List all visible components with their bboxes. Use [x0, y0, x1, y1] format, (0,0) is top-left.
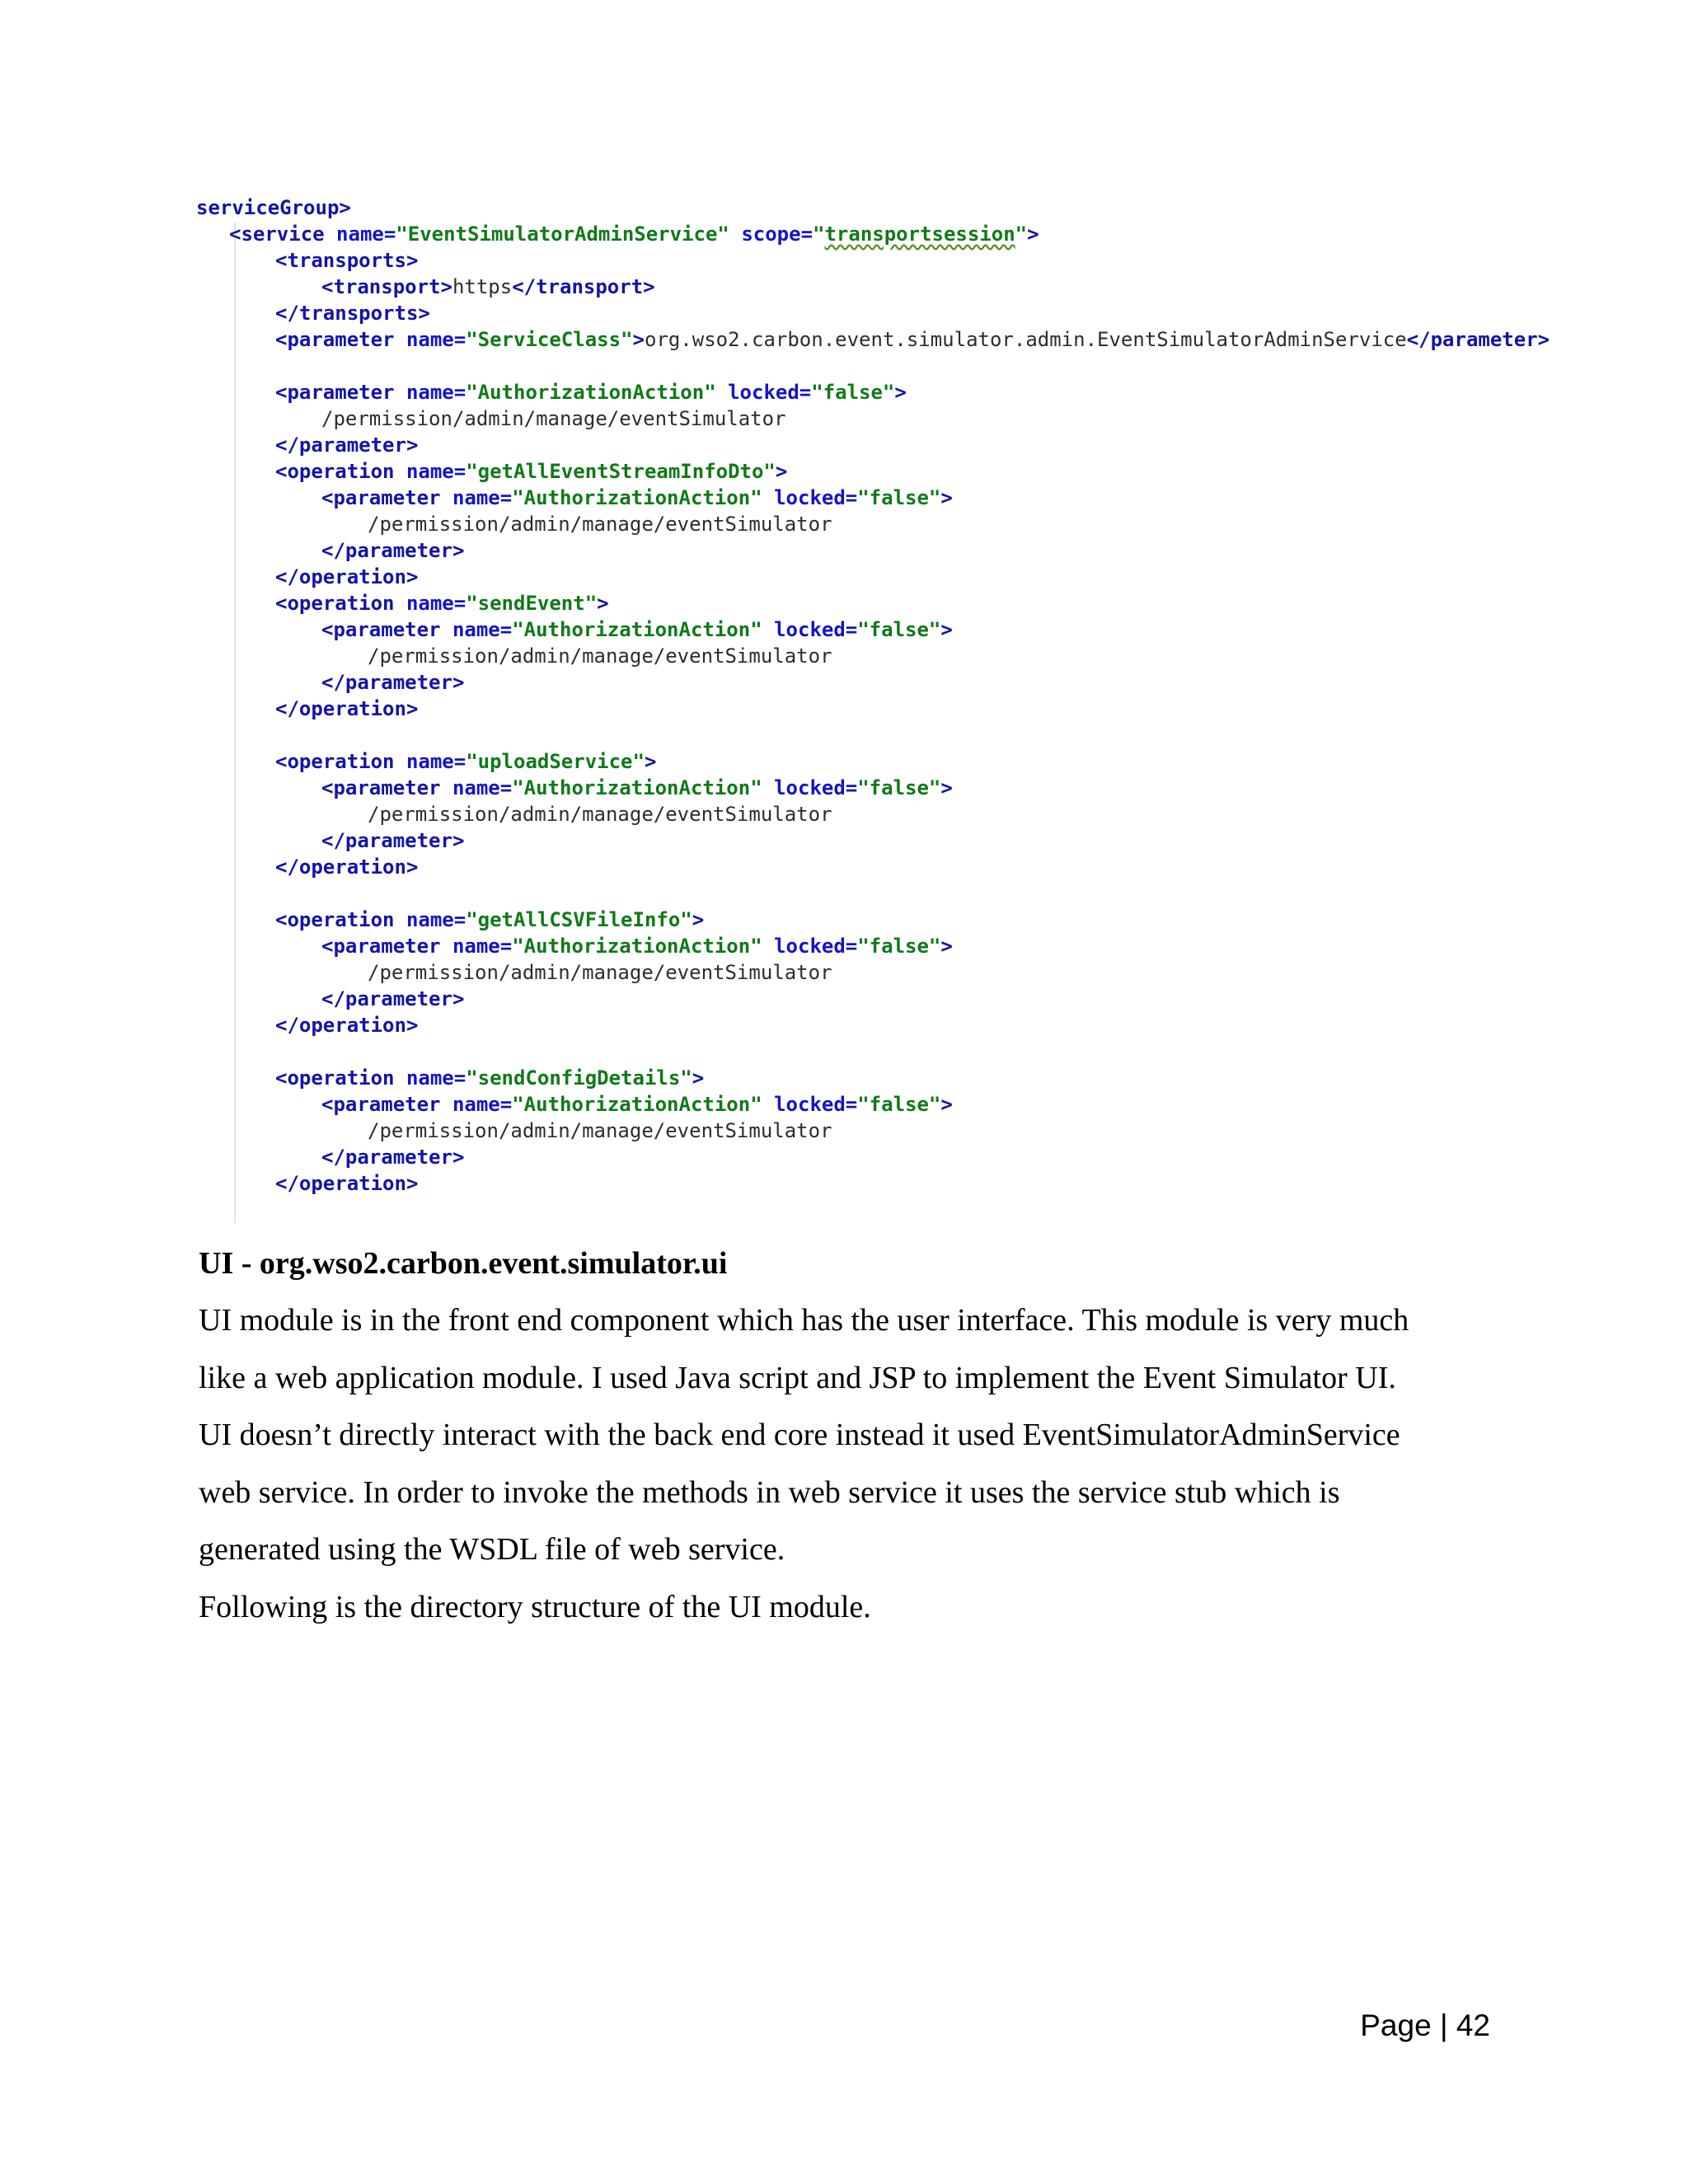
- code-line: [196, 564, 1500, 590]
- code-token: >: [940, 486, 953, 509]
- code-token: serviceGroup>: [196, 196, 351, 219]
- code-line: [196, 458, 1500, 485]
- code-line: [196, 907, 1500, 933]
- code-token: name=: [406, 328, 467, 351]
- code-token: locked=: [762, 486, 858, 509]
- code-token: /permission/admin/manage/eventSimulator: [368, 644, 832, 668]
- paragraph-line: UI doesn’t directly interact with the back end core instead it used EventSimulatorAdminService: [199, 1418, 1400, 1452]
- code-token: name=: [406, 592, 467, 615]
- code-token: name=: [452, 618, 513, 641]
- code-token: name=: [452, 776, 513, 799]
- code-token: <operation: [275, 908, 406, 931]
- code-token: "getAllEventStreamInfoDto": [466, 460, 776, 483]
- code-token: locked=: [715, 381, 812, 404]
- code-token: "AuthorizationAction": [466, 381, 716, 404]
- code-token: https: [452, 275, 513, 298]
- code-token: </operation>: [275, 1014, 419, 1037]
- code-token: locked=: [762, 1093, 858, 1116]
- code-token: >: [597, 592, 609, 615]
- code-line: [196, 300, 1500, 326]
- code-line: [196, 1065, 1500, 1091]
- code-token: locked=: [762, 935, 858, 958]
- paragraph-line: like a web application module. I used Java script and JSP to implement the Event Simulator UI.: [199, 1360, 1396, 1395]
- code-line: [196, 221, 1500, 247]
- code-token: >: [692, 908, 705, 931]
- code-token: <parameter: [321, 618, 452, 641]
- code-token: </parameter>: [321, 829, 465, 852]
- code-line: [196, 643, 1500, 669]
- code-token: name=: [452, 935, 513, 958]
- code-token: transportsession: [824, 223, 1015, 246]
- code-line: [196, 748, 1500, 775]
- code-line: [196, 696, 1500, 722]
- code-line: [196, 880, 1500, 907]
- code-token: ": [1015, 223, 1028, 246]
- code-token: "false": [857, 486, 941, 509]
- code-token: /permission/admin/manage/eventSimulator: [321, 407, 786, 430]
- code-token: <parameter: [321, 935, 452, 958]
- code-token: </parameter>: [321, 539, 465, 562]
- code-line: [196, 537, 1500, 564]
- code-token: >: [692, 1066, 705, 1090]
- code-line: [196, 1012, 1500, 1038]
- code-token: "AuthorizationAction": [512, 776, 762, 799]
- code-token: <parameter: [321, 1093, 452, 1116]
- code-token: "AuthorizationAction": [512, 618, 762, 641]
- paragraph-line: web service. In order to invoke the methods in web service it uses the service stub which is: [199, 1474, 1340, 1510]
- code-token: >: [894, 381, 907, 404]
- code-token: </operation>: [275, 855, 419, 879]
- code-token: </parameter>: [275, 434, 419, 457]
- code-token: "sendEvent": [466, 592, 598, 615]
- section-heading: UI - org.wso2.carbon.event.simulator.ui: [199, 1246, 728, 1281]
- code-token: >: [940, 1093, 953, 1116]
- code-token: </transports>: [275, 302, 430, 325]
- page-number: Page | 42: [1360, 2008, 1490, 2042]
- code-token: </parameter>: [321, 1146, 465, 1169]
- code-token: </parameter>: [1406, 328, 1550, 351]
- code-token: org.wso2.carbon.event.simulator.admin.EventSimulatorAdminService: [644, 328, 1407, 351]
- code-token: <transports>: [275, 249, 419, 272]
- code-line: [196, 353, 1500, 379]
- code-line: [196, 274, 1500, 300]
- code-line: [196, 986, 1500, 1012]
- code-line: [196, 616, 1500, 643]
- code-token: "uploadService": [466, 750, 645, 773]
- code-token: <parameter: [321, 486, 452, 509]
- code-token: name=: [406, 908, 467, 931]
- code-line: [196, 326, 1550, 353]
- code-line: [196, 1038, 1500, 1065]
- code-token: "sendConfigDetails": [466, 1066, 692, 1090]
- code-token: "getAllCSVFileInfo": [466, 908, 692, 931]
- code-token: "false": [857, 618, 941, 641]
- code-token: /permission/admin/manage/eventSimulator: [368, 803, 832, 826]
- code-token: name=: [452, 1093, 513, 1116]
- code-token: /permission/admin/manage/eventSimulator: [368, 961, 832, 984]
- code-token: "AuthorizationAction": [512, 1093, 762, 1116]
- code-token: scope=: [729, 223, 814, 246]
- body-paragraph: [199, 1292, 1506, 1636]
- code-token: "AuthorizationAction": [512, 486, 762, 509]
- code-lines: [196, 194, 1550, 1197]
- code-token: "EventSimulatorAdminService": [396, 223, 729, 246]
- code-token: <service: [229, 223, 337, 246]
- paragraph-line: UI module is in the front end component which has the user interface. This module is very much: [199, 1303, 1409, 1338]
- code-line: [196, 827, 1500, 854]
- code-token: /permission/admin/manage/eventSimulator: [368, 513, 832, 536]
- code-token: </parameter>: [321, 671, 465, 694]
- code-token: </parameter>: [321, 987, 465, 1010]
- code-token: "ServiceClass": [466, 328, 633, 351]
- code-screenshot: [196, 194, 1550, 1226]
- code-line: [196, 485, 1500, 511]
- code-line: [196, 432, 1500, 458]
- paragraph-line: Following is the directory structure of the UI module.: [199, 1589, 871, 1624]
- code-token: <operation: [275, 460, 406, 483]
- code-token: "AuthorizationAction": [512, 935, 762, 958]
- code-token: </transport>: [512, 275, 655, 298]
- code-token: "false": [857, 935, 941, 958]
- code-token: name=: [406, 1066, 467, 1090]
- code-token: >: [940, 935, 953, 958]
- code-token: <operation: [275, 750, 406, 773]
- code-token: locked=: [762, 618, 858, 641]
- code-token: locked=: [762, 776, 858, 799]
- code-token: <transport>: [321, 275, 452, 298]
- code-token: >: [940, 618, 953, 641]
- code-token: name=: [406, 750, 467, 773]
- code-line: [196, 1118, 1500, 1144]
- code-token: "false": [857, 776, 941, 799]
- code-token: >: [1027, 223, 1039, 246]
- code-line: [196, 1170, 1500, 1197]
- code-token: ": [813, 223, 825, 246]
- code-token: </operation>: [275, 1172, 419, 1195]
- code-line: [196, 511, 1500, 537]
- code-line: [196, 1144, 1500, 1170]
- code-token: <parameter: [321, 776, 452, 799]
- code-token: name=: [406, 381, 467, 404]
- code-token: "false": [811, 381, 895, 404]
- code-token: <parameter: [275, 381, 406, 404]
- code-token: "false": [857, 1093, 941, 1116]
- code-line: [196, 590, 1500, 616]
- code-line: [196, 194, 1500, 221]
- code-token: name=: [406, 460, 467, 483]
- code-line: [196, 722, 1500, 748]
- code-line: [196, 247, 1500, 274]
- code-line: [196, 775, 1500, 801]
- code-line: [196, 405, 1500, 432]
- code-token: >: [632, 328, 645, 351]
- code-token: /permission/admin/manage/eventSimulator: [368, 1119, 832, 1142]
- code-token: >: [775, 460, 788, 483]
- code-line: [196, 933, 1500, 959]
- code-line: [196, 1091, 1500, 1118]
- code-token: <operation: [275, 1066, 406, 1090]
- code-token: name=: [452, 486, 513, 509]
- code-line: [196, 854, 1500, 880]
- code-token: name=: [336, 223, 396, 246]
- code-token: </operation>: [275, 697, 419, 720]
- code-token: >: [940, 776, 953, 799]
- code-line: [196, 801, 1500, 827]
- code-line: [196, 959, 1500, 986]
- code-token: <parameter: [275, 328, 406, 351]
- code-token: </operation>: [275, 565, 419, 588]
- paragraph-line: generated using the WSDL file of web service.: [199, 1532, 785, 1567]
- code-token: <operation: [275, 592, 406, 615]
- code-line: [196, 669, 1500, 696]
- code-token: >: [644, 750, 657, 773]
- code-line: [196, 379, 1500, 405]
